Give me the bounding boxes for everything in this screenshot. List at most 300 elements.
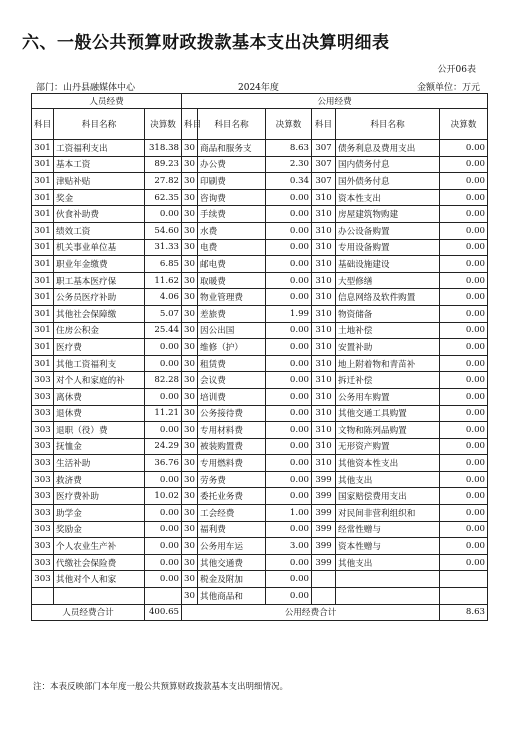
- cell-code: 30: [182, 222, 198, 239]
- cell-amount: 0.00: [440, 305, 488, 322]
- cell-name: 因公出国: [198, 322, 266, 339]
- cell-amount: 0.00: [266, 372, 312, 389]
- cell-name: 专用设备购置: [336, 239, 440, 256]
- cell-code: 30: [182, 438, 198, 455]
- cell-name: 被装购置费: [198, 438, 266, 455]
- cell-code: 310: [312, 289, 336, 306]
- cell-name: 租赁费: [198, 355, 266, 372]
- cell-amount: 0.00: [440, 438, 488, 455]
- table-row: [32, 554, 488, 571]
- table-row: [32, 455, 488, 472]
- cell-amount: 0.00: [266, 339, 312, 356]
- cell-name: 机关事业单位基: [54, 239, 145, 256]
- cell-code: 310: [312, 339, 336, 356]
- cell-name: 其他交通工具购置: [336, 405, 440, 422]
- cell-name: 离休费: [54, 388, 145, 405]
- public-total-value: 8.63: [440, 604, 488, 621]
- cell-name: 电费: [198, 239, 266, 256]
- cell-code: 30: [182, 239, 198, 256]
- totals-row: [32, 604, 488, 621]
- cell-name: 大型修缮: [336, 272, 440, 289]
- cell-code: 307: [312, 156, 336, 173]
- personnel-header: 人员经费: [32, 94, 182, 109]
- cell-name: 印刷费: [198, 173, 266, 190]
- cell-name: 基本工资: [54, 156, 145, 173]
- cell-amount: 0.00: [440, 322, 488, 339]
- cell-code: 310: [312, 322, 336, 339]
- cell-code: 301: [32, 140, 54, 157]
- cell-code: 30: [182, 189, 198, 206]
- cell-name: 房屋建筑物购建: [336, 206, 440, 223]
- cell-name: 住房公积金: [54, 322, 145, 339]
- cell-amount: 0.00: [266, 588, 312, 605]
- cell-name: 税金及附加: [198, 571, 266, 588]
- table-body: [32, 140, 488, 605]
- cell-amount: 5.07: [145, 305, 182, 322]
- year-label: 2024年度: [238, 83, 279, 93]
- cell-name: 职工基本医疗保: [54, 272, 145, 289]
- table-row: [32, 372, 488, 389]
- cell-code: 310: [312, 405, 336, 422]
- cell-amount: 11.62: [145, 272, 182, 289]
- cell-amount: [440, 588, 488, 605]
- cell-name: 国内债务付息: [336, 156, 440, 173]
- cell-amount: 0.00: [145, 554, 182, 571]
- cell-code: 301: [32, 289, 54, 306]
- cell-name: 其他工资福利支: [54, 355, 145, 372]
- cell-name: 取暖费: [198, 272, 266, 289]
- cell-code: 303: [32, 471, 54, 488]
- cell-amount: 0.00: [145, 355, 182, 372]
- header-row-columns: [32, 109, 488, 140]
- cell-code: 301: [32, 322, 54, 339]
- cell-amount: 0.34: [266, 173, 312, 190]
- table-row: [32, 505, 488, 522]
- cell-name: 工会经费: [198, 505, 266, 522]
- cell-name: 地上附着物和青苗补: [336, 355, 440, 372]
- cell-code: 310: [312, 455, 336, 472]
- cell-code: 399: [312, 521, 336, 538]
- cell-name: 工资福利支出: [54, 140, 145, 157]
- table-row: [32, 422, 488, 439]
- cell-amount: 0.00: [266, 222, 312, 239]
- table-row: [32, 571, 488, 588]
- cell-name: 职业年金缴费: [54, 256, 145, 273]
- header-row-groups: [32, 94, 488, 109]
- cell-code: 30: [182, 206, 198, 223]
- cell-amount: 0.00: [440, 505, 488, 522]
- table-row: [32, 405, 488, 422]
- cell-code: 303: [32, 488, 54, 505]
- cell-name: 代缴社会保险费: [54, 554, 145, 571]
- cell-code: 399: [312, 471, 336, 488]
- cell-amount: 0.00: [145, 571, 182, 588]
- cell-name: 资本性赠与: [336, 538, 440, 555]
- cell-name: 其他交通费: [198, 554, 266, 571]
- table-row: [32, 189, 488, 206]
- cell-amount: 0.00: [440, 206, 488, 223]
- cell-name: 商品和服务支: [198, 140, 266, 157]
- cell-amount: 0.00: [440, 372, 488, 389]
- cell-amount: 0.00: [266, 438, 312, 455]
- table-row: [32, 521, 488, 538]
- table-row: [32, 471, 488, 488]
- cell-code: [312, 571, 336, 588]
- cell-code: 30: [182, 355, 198, 372]
- cell-name: 福利费: [198, 521, 266, 538]
- cell-amount: 0.00: [440, 521, 488, 538]
- cell-name: 奖金: [54, 189, 145, 206]
- cell-code: 301: [32, 339, 54, 356]
- cell-code: 310: [312, 272, 336, 289]
- cell-amount: 89.23: [145, 156, 182, 173]
- cell-amount: 0.00: [145, 538, 182, 555]
- table-row: [32, 488, 488, 505]
- cell-code: 30: [182, 405, 198, 422]
- cell-code: 399: [312, 554, 336, 571]
- cell-name: 生活补助: [54, 455, 145, 472]
- form-number: 公开06表: [437, 65, 476, 75]
- cell-code: 310: [312, 206, 336, 223]
- cell-code: 30: [182, 305, 198, 322]
- cell-amount: [440, 571, 488, 588]
- cell-amount: 2.30: [266, 156, 312, 173]
- cell-amount: 0.00: [266, 272, 312, 289]
- col-amount: 决算数: [145, 109, 182, 140]
- cell-name: 维修（护）: [198, 339, 266, 356]
- cell-code: 399: [312, 488, 336, 505]
- cell-name: 拆迁补偿: [336, 372, 440, 389]
- cell-amount: 82.28: [145, 372, 182, 389]
- cell-code: 303: [32, 422, 54, 439]
- cell-amount: 0.00: [266, 471, 312, 488]
- cell-name: 资本性支出: [336, 189, 440, 206]
- cell-name: 物资储备: [336, 305, 440, 322]
- unit-label: 金额单位：万元: [416, 83, 480, 93]
- cell-amount: 0.00: [266, 455, 312, 472]
- cell-amount: 0.00: [440, 388, 488, 405]
- cell-name: 手续费: [198, 206, 266, 223]
- cell-code: 30: [182, 372, 198, 389]
- cell-amount: 0.00: [440, 272, 488, 289]
- cell-code: 310: [312, 372, 336, 389]
- cell-name: [336, 571, 440, 588]
- cell-name: 对民间非营利组织和: [336, 505, 440, 522]
- cell-code: 30: [182, 388, 198, 405]
- cell-code: 303: [32, 538, 54, 555]
- col-amount: 决算数: [266, 109, 312, 140]
- cell-amount: 0.00: [266, 355, 312, 372]
- cell-name: 委托业务费: [198, 488, 266, 505]
- cell-name: 其他支出: [336, 554, 440, 571]
- page-title: 六、一般公共预算财政拨款基本支出决算明细表: [22, 33, 390, 53]
- cell-amount: [145, 588, 182, 605]
- col-name: 科目名称: [198, 109, 266, 140]
- cell-amount: 0.00: [440, 538, 488, 555]
- cell-name: 其他社会保障缴: [54, 305, 145, 322]
- cell-code: 399: [312, 538, 336, 555]
- cell-amount: 0.00: [440, 222, 488, 239]
- cell-code: 303: [32, 372, 54, 389]
- cell-amount: 0.00: [266, 521, 312, 538]
- cell-name: 对个人和家庭的补: [54, 372, 145, 389]
- cell-name: 咨询费: [198, 189, 266, 206]
- cell-amount: 0.00: [440, 189, 488, 206]
- cell-code: 307: [312, 140, 336, 157]
- cell-code: 30: [182, 521, 198, 538]
- cell-name: 公务员医疗补助: [54, 289, 145, 306]
- cell-amount: 0.00: [266, 405, 312, 422]
- cell-name: 专用燃料费: [198, 455, 266, 472]
- table-row: [32, 322, 488, 339]
- cell-name: 其他资本性支出: [336, 455, 440, 472]
- cell-name: 物业管理费: [198, 289, 266, 306]
- cell-amount: 54.60: [145, 222, 182, 239]
- cell-code: 30: [182, 455, 198, 472]
- cell-code: 303: [32, 554, 54, 571]
- cell-amount: 24.29: [145, 438, 182, 455]
- table-row: [32, 388, 488, 405]
- cell-code: 30: [182, 272, 198, 289]
- cell-name: 办公设备购置: [336, 222, 440, 239]
- cell-amount: 0.00: [266, 206, 312, 223]
- cell-code: 303: [32, 455, 54, 472]
- footnote: 注：本表反映部门本年度一般公共预算财政拨款基本支出明细情况。: [33, 682, 289, 692]
- cell-amount: 0.00: [440, 239, 488, 256]
- cell-name: 无形资产购置: [336, 438, 440, 455]
- cell-name: 水费: [198, 222, 266, 239]
- cell-code: 310: [312, 388, 336, 405]
- cell-code: 310: [312, 355, 336, 372]
- cell-amount: 0.00: [440, 140, 488, 157]
- col-code: 科目: [182, 109, 198, 140]
- cell-amount: 0.00: [440, 339, 488, 356]
- cell-code: 303: [32, 405, 54, 422]
- cell-name: 抚恤金: [54, 438, 145, 455]
- cell-amount: 0.00: [440, 289, 488, 306]
- cell-code: 301: [32, 256, 54, 273]
- table-row: [32, 256, 488, 273]
- cell-code: 310: [312, 305, 336, 322]
- cell-code: 310: [312, 422, 336, 439]
- table-row: [32, 222, 488, 239]
- cell-name: 个人农业生产补: [54, 538, 145, 555]
- cell-name: 退休费: [54, 405, 145, 422]
- cell-code: 301: [32, 173, 54, 190]
- cell-amount: 0.00: [266, 322, 312, 339]
- cell-code: 301: [32, 156, 54, 173]
- cell-amount: 0.00: [266, 289, 312, 306]
- cell-code: 310: [312, 239, 336, 256]
- cell-name: [336, 588, 440, 605]
- cell-code: 30: [182, 289, 198, 306]
- cell-name: 文物和陈列品购置: [336, 422, 440, 439]
- table-row: [32, 206, 488, 223]
- cell-amount: 0.00: [145, 471, 182, 488]
- cell-name: 其他商品和: [198, 588, 266, 605]
- cell-amount: 3.00: [266, 538, 312, 555]
- cell-code: 30: [182, 488, 198, 505]
- cell-name: 伙食补助费: [54, 206, 145, 223]
- col-name: 科目名称: [54, 109, 145, 140]
- cell-amount: 0.00: [145, 388, 182, 405]
- cell-amount: 0.00: [266, 571, 312, 588]
- cell-code: 30: [182, 156, 198, 173]
- cell-code: 30: [182, 422, 198, 439]
- cell-amount: 8.63: [266, 140, 312, 157]
- personnel-total-label: 人员经费合计: [32, 604, 145, 621]
- cell-code: [32, 588, 54, 605]
- table-row: [32, 538, 488, 555]
- cell-code: 303: [32, 505, 54, 522]
- cell-code: 30: [182, 505, 198, 522]
- cell-amount: 0.00: [440, 554, 488, 571]
- cell-amount: 0.00: [145, 521, 182, 538]
- cell-code: 30: [182, 538, 198, 555]
- cell-code: 301: [32, 305, 54, 322]
- cell-amount: 0.00: [266, 189, 312, 206]
- cell-code: 399: [312, 505, 336, 522]
- cell-name: 助学金: [54, 505, 145, 522]
- cell-name: 专用材料费: [198, 422, 266, 439]
- cell-name: 公务接待费: [198, 405, 266, 422]
- cell-code: 30: [182, 554, 198, 571]
- cell-amount: 0.00: [440, 422, 488, 439]
- cell-code: 301: [32, 189, 54, 206]
- table-row: [32, 355, 488, 372]
- public-header: 公用经费: [182, 94, 488, 109]
- cell-code: 310: [312, 189, 336, 206]
- table-row: [32, 272, 488, 289]
- cell-amount: 1.00: [266, 505, 312, 522]
- cell-code: [312, 588, 336, 605]
- cell-code: 301: [32, 272, 54, 289]
- cell-code: 301: [32, 222, 54, 239]
- cell-name: 邮电费: [198, 256, 266, 273]
- table-row: [32, 289, 488, 306]
- cell-code: 310: [312, 256, 336, 273]
- cell-amount: 0.00: [440, 455, 488, 472]
- cell-code: 30: [182, 322, 198, 339]
- cell-amount: 0.00: [440, 256, 488, 273]
- cell-name: 差旅费: [198, 305, 266, 322]
- cell-amount: 25.44: [145, 322, 182, 339]
- cell-name: 土地补偿: [336, 322, 440, 339]
- cell-code: 30: [182, 588, 198, 605]
- table-row: [32, 140, 488, 157]
- cell-amount: 0.00: [440, 405, 488, 422]
- cell-name: 债务利息及费用支出: [336, 140, 440, 157]
- col-name: 科目名称: [336, 109, 440, 140]
- cell-code: 301: [32, 206, 54, 223]
- cell-name: 津贴补贴: [54, 173, 145, 190]
- cell-amount: 0.00: [145, 206, 182, 223]
- cell-amount: 0.00: [440, 488, 488, 505]
- col-amount: 决算数: [440, 109, 488, 140]
- cell-code: 301: [32, 239, 54, 256]
- cell-amount: 318.38: [145, 140, 182, 157]
- col-code: 科目: [32, 109, 54, 140]
- cell-amount: 36.76: [145, 455, 182, 472]
- cell-code: 303: [32, 388, 54, 405]
- personnel-total-value: 400.65: [145, 604, 182, 621]
- cell-amount: 27.82: [145, 173, 182, 190]
- cell-name: 奖励金: [54, 521, 145, 538]
- cell-name: 公务用车购置: [336, 388, 440, 405]
- table-row: [32, 339, 488, 356]
- cell-amount: 4.06: [145, 289, 182, 306]
- cell-amount: 0.00: [266, 388, 312, 405]
- cell-name: 国家赔偿费用支出: [336, 488, 440, 505]
- cell-amount: 0.00: [266, 488, 312, 505]
- cell-amount: 0.00: [145, 505, 182, 522]
- table-row: [32, 305, 488, 322]
- cell-amount: 0.00: [266, 256, 312, 273]
- cell-name: 医疗费: [54, 339, 145, 356]
- cell-code: 307: [312, 173, 336, 190]
- cell-name: 救济费: [54, 471, 145, 488]
- cell-amount: 10.02: [145, 488, 182, 505]
- cell-amount: 6.85: [145, 256, 182, 273]
- cell-name: 办公费: [198, 156, 266, 173]
- cell-name: 绩效工资: [54, 222, 145, 239]
- cell-name: 安置补助: [336, 339, 440, 356]
- cell-name: [54, 588, 145, 605]
- cell-code: 30: [182, 140, 198, 157]
- department-label: 部门：山丹县融媒体中心: [36, 83, 136, 93]
- expenditure-table: [31, 93, 488, 621]
- cell-code: 310: [312, 438, 336, 455]
- cell-amount: 1.99: [266, 305, 312, 322]
- table-row: [32, 239, 488, 256]
- public-total-label: 公用经费合计: [182, 604, 440, 621]
- cell-name: 公务用车运: [198, 538, 266, 555]
- cell-code: 30: [182, 256, 198, 273]
- cell-amount: 0.00: [440, 156, 488, 173]
- cell-code: 30: [182, 571, 198, 588]
- cell-amount: 0.00: [145, 339, 182, 356]
- cell-name: 退职（役）费: [54, 422, 145, 439]
- cell-amount: 0.00: [266, 554, 312, 571]
- cell-amount: 0.00: [440, 173, 488, 190]
- cell-amount: 0.00: [266, 239, 312, 256]
- cell-code: 30: [182, 339, 198, 356]
- cell-code: 30: [182, 471, 198, 488]
- cell-name: 培训费: [198, 388, 266, 405]
- cell-name: 其他对个人和家: [54, 571, 145, 588]
- cell-code: 303: [32, 571, 54, 588]
- cell-code: 303: [32, 521, 54, 538]
- cell-name: 劳务费: [198, 471, 266, 488]
- cell-code: 301: [32, 355, 54, 372]
- cell-name: 信息网络及软件购置: [336, 289, 440, 306]
- cell-name: 会议费: [198, 372, 266, 389]
- cell-name: 医疗费补助: [54, 488, 145, 505]
- cell-amount: 0.00: [440, 355, 488, 372]
- cell-name: 基础设施建设: [336, 256, 440, 273]
- cell-amount: 31.33: [145, 239, 182, 256]
- cell-amount: 0.00: [145, 422, 182, 439]
- cell-name: 国外债务付息: [336, 173, 440, 190]
- cell-amount: 0.00: [440, 471, 488, 488]
- cell-name: 经常性赠与: [336, 521, 440, 538]
- cell-code: 310: [312, 222, 336, 239]
- col-code: 科目: [312, 109, 336, 140]
- cell-code: 30: [182, 173, 198, 190]
- cell-amount: 11.21: [145, 405, 182, 422]
- cell-amount: 0.00: [266, 422, 312, 439]
- table-row: [32, 438, 488, 455]
